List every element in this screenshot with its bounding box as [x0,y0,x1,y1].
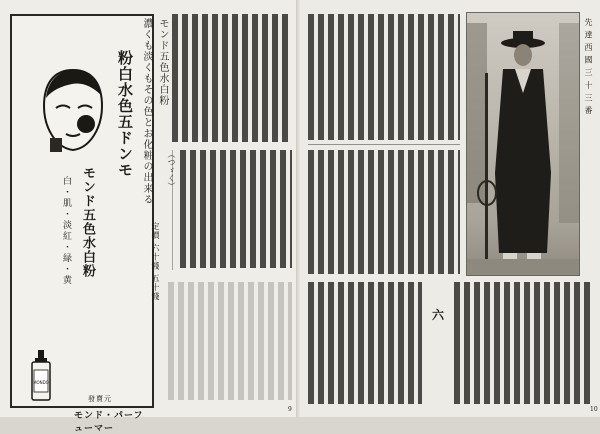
page-number-right: 10 [590,406,598,413]
body-text-block [180,150,292,268]
body-text-block [308,150,460,274]
ad-maker-name: モンド・パーフューマー [74,411,144,434]
page-number-left: 9 [288,406,292,413]
body-text-block [308,14,460,140]
divider-line [308,144,460,145]
ad-brand-name: モンド五色水白粉 [80,166,95,278]
section-number: 六 [432,308,445,322]
ad-price: 定價 六十錢 五十錢 [151,222,160,302]
article-series-label: 先 達 西 國 三 十 三 番 [584,18,593,115]
ad-color-list: 白・肌・淡紅・緑・黄 [61,176,71,286]
ad-catchcopy-1: 濃くも淡くもその色とお化粧の出来る [141,18,152,205]
bleed-through-text [168,282,292,400]
ad-distributor-label: 發賣元 [88,395,112,403]
man-in-kimono-figure-icon [467,13,579,275]
body-text-block [308,282,422,404]
woman-face-illustration-icon [42,68,104,152]
divider-line [172,150,173,270]
body-text-block [454,282,592,404]
perfume-bottle-icon [30,350,52,402]
continued-marker: （つゞく） [167,150,176,190]
bottle-label: MONDO [33,380,49,385]
body-text-block [172,14,292,142]
ad-title: 粉白水色五ドンモ [116,50,134,178]
standing-man-photograph [466,12,580,276]
cosmetic-advertisement [10,14,154,434]
ad-catchcopy-2: モンド五色水白粉 [157,18,168,106]
